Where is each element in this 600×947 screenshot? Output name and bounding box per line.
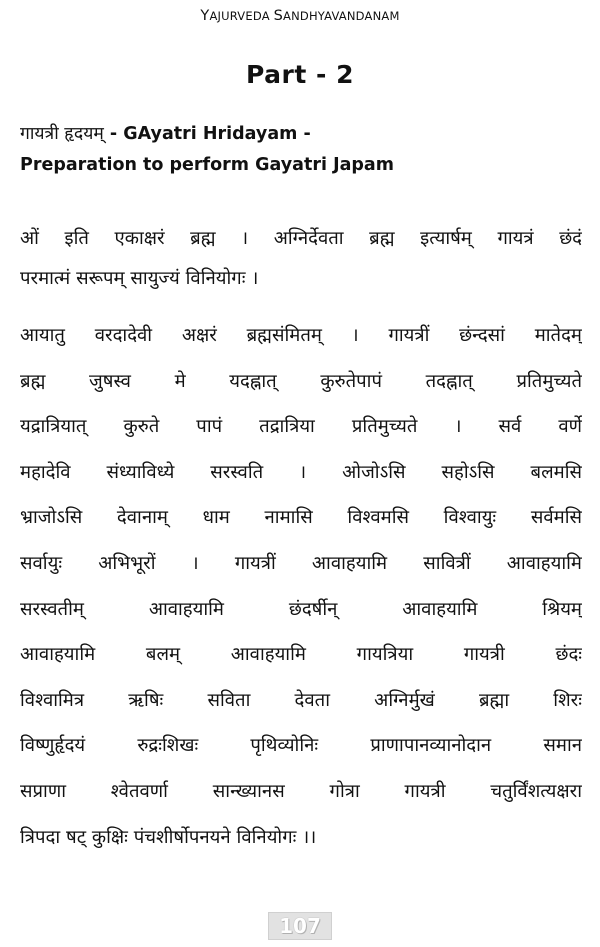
running-header-y: Y (200, 8, 210, 24)
verse-2-line: त्रिपदा षट् कुक्षिः पंचशीर्षोपनयने विनियोगः ।। (20, 826, 317, 848)
running-header (0, 8, 600, 24)
verse-2-line: सप्राणा श्वेतवर्णा सान्ख्यानस गोत्रा गायत्री चतुर्विंशत्यक्षरा (20, 780, 582, 802)
section-title-latin: - GAyatri Hridayam - (103, 124, 311, 144)
section-heading (20, 119, 580, 181)
verse-2-line: आवाहयामि बलम् आवाहयामि गायत्रिया गायत्री छंदः (20, 644, 582, 666)
verse-2-line: ब्रह्म जुषस्व मे यदह्नात् कुरुतेपापं तदह्नात् प्रतिमुच्यते (20, 370, 582, 392)
verse-2-line: सर्वायुः अभिभूरों । गायत्रीं आवाहयामि सावित्रीं आवाहयामि (20, 552, 582, 574)
section-title-devanagari: गायत्री हृदयम् (20, 124, 104, 144)
verse-2-line: महादेवि संध्याविध्ये सरस्वति । ओजोऽसि सहोऽसि बलमसि (20, 461, 582, 483)
verse-1-line: ओं इति एकाक्षरं ब्रह्म । अग्निर्देवता ब्रह्म इत्यार्षम् गायत्रं छंदं (20, 228, 582, 249)
page-number: 107 (268, 912, 332, 940)
verse-block-2 (20, 313, 582, 860)
verse-2-line: विष्णुर्हृदयं रुद्रःशिखः पृथिव्योनिः प्राणापानव्यानोदान समान (20, 735, 582, 757)
running-header-andhyavandanam: ANDHYAVANDANAM (283, 9, 400, 23)
verse-2-line: विश्वामित्र ऋषिः सविता देवता अग्निर्मुखं ब्रह्मा शिरः (20, 689, 582, 711)
verse-2-line: सरस्वतीम् आवाहयामि छंदर्षीन् आवाहयामि श्रियम् (20, 598, 582, 620)
part-title: Part - 2 (246, 60, 354, 89)
verse-2-line: यद्रात्रियात् कुरुते पापं तद्रात्रिया प्रतिमुच्यते । सर्व वर्णे (20, 416, 582, 438)
verse-2-line: भ्राजोऽसि देवानाम् धाम नामासि विश्वमसि विश्वायुः सर्वमसि (20, 507, 582, 529)
running-header-ajurveda: AJURVEDA (209, 9, 274, 23)
section-subtitle: Preparation to perform Gayatri Japam (20, 155, 394, 175)
section-title-line (20, 119, 580, 150)
verse-2-line: आयातु वरदादेवी अक्षरं ब्रह्मसंमितम् । गायत्रीं छंन्दसां मातेदम् (20, 325, 582, 346)
running-header-s: S (273, 8, 284, 24)
verse-1-line: परमात्मं सरूपम् सायुज्यं विनियोगः । (20, 268, 259, 289)
verse-block-1 (20, 219, 582, 299)
